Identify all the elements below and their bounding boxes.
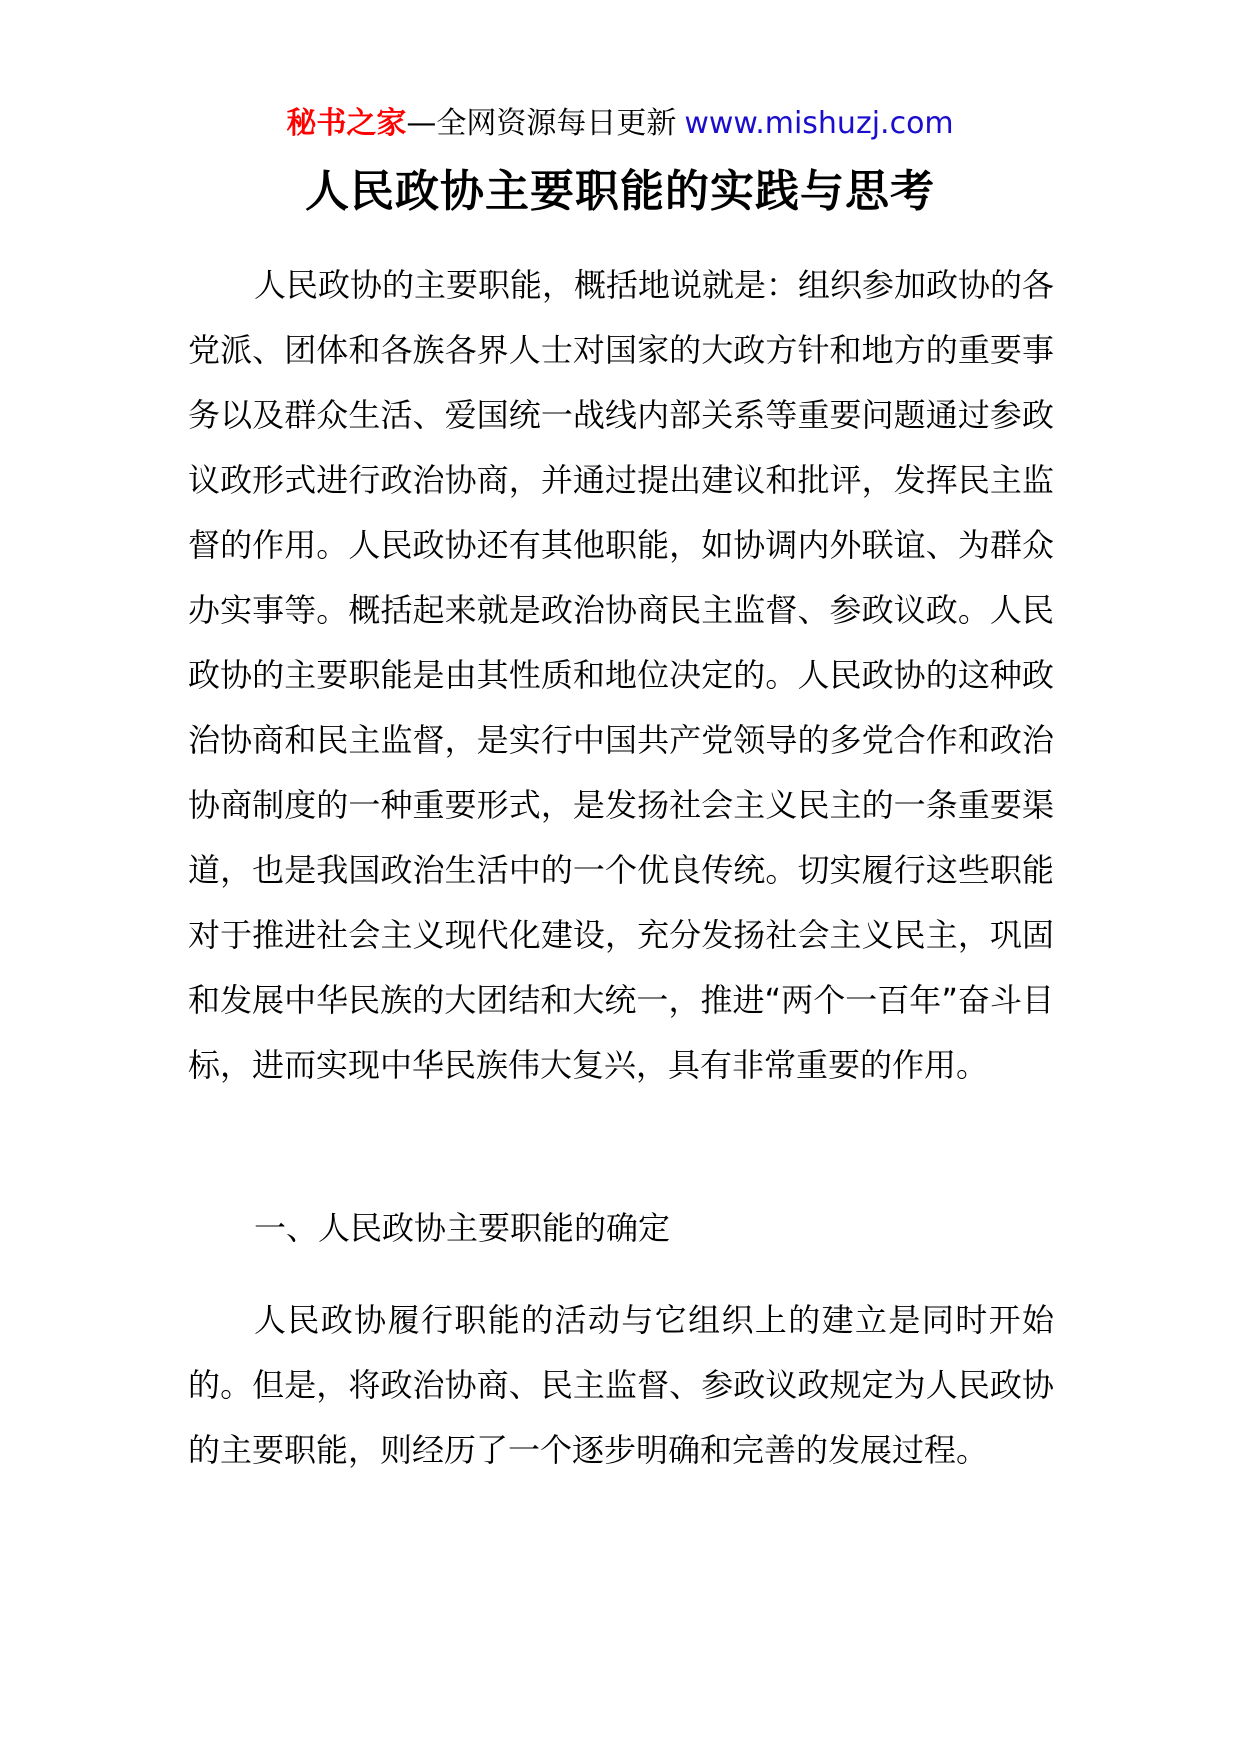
site-url-link[interactable]: www.mishuzj.com (684, 106, 954, 141)
header-banner (0, 100, 1240, 148)
section-heading: 一、人民政协主要职能的确定 (254, 1209, 671, 1247)
header-tagline: —全网资源每日更新 (406, 106, 677, 141)
section-paragraph: 人民政协履行职能的活动与它组织上的建立是同时开始的。但是，将政治协商、民主监督、参政议政规定为人民政协的主要职能，则经历了一个逐步明确和完善的发展过程。 (188, 1301, 1054, 1469)
intro-paragraph: 人民政协的主要职能，概括地说就是：组织参加政协的各党派、团体和各族各界人士对国家的大政方针和地方的重要事务以及群众生活、爱国统一战线内部关系等重要问题通过参政议政形式进行政治协商，并通过提出建议和批评，发挥民主监督的作用。人民政协还有其他职能，如协调内外联谊、为群众办实事等。概括起来就是政治协商民主监督、参政议政。人民政协的主要职能是由其性质和地位决定的。人民政协的这种政治协商和民主监督，是实行中国共产党领导的多党合作和政治协商制度的一种重要形式，是发扬社会主义民主的一条重要渠道，也是我国政治生活中的一个优良传统。切实履行这些职能对于推进社会主义现代化建设，充分发扬社会主义民主，巩固和发展中华民族的大团结和大统一，推进“两个一百年”奋斗目标，进而实现中华民族伟大复兴，具有非常重要的作用。 (188, 266, 1055, 1084)
brand-name: 秘书之家 (286, 106, 407, 141)
document-title: 人民政协主要职能的实践与思考 (305, 166, 935, 217)
